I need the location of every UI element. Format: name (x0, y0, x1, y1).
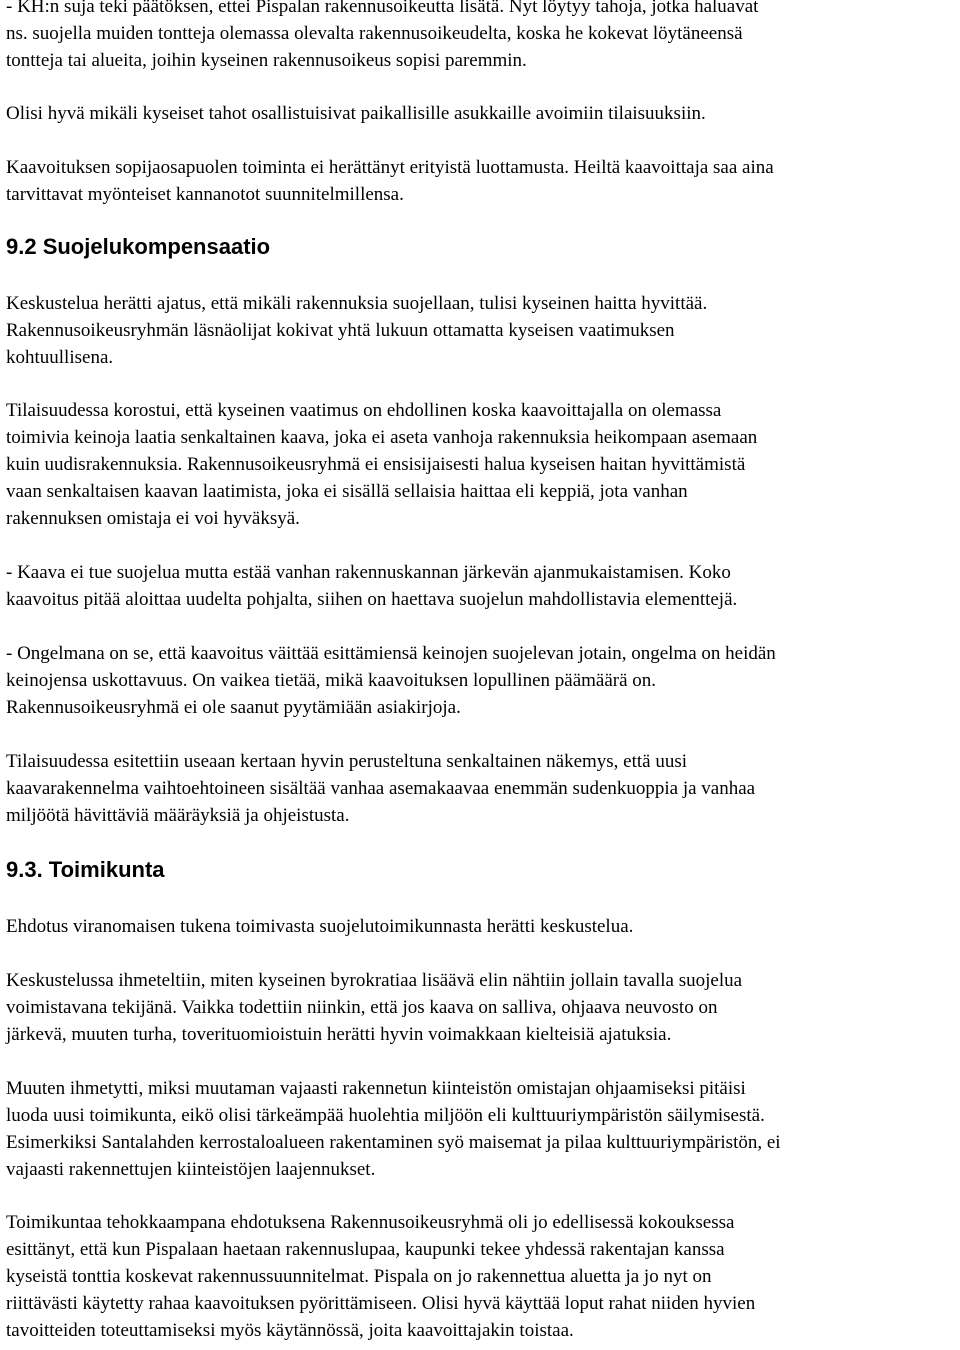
text-line: - Ongelmana on se, että kaavoitus väittää esittämiensä keinojen suojelevan jotain, ongelma on heidän (6, 643, 776, 664)
text-line: tontteja tai alueita, joihin kyseinen rakennusoikeus sopisi paremmin. (6, 50, 527, 71)
paragraph-tehokkaampi-ehdotus (6, 1209, 956, 1344)
paragraph-kaavarakennelma (6, 748, 956, 829)
text-line: Olisi hyvä mikäli kyseiset tahot osallistuisivat paikallisille asukkaille avoimiin tilaisuuksiin. (6, 103, 706, 124)
text-line: esittänyt, että kun Pispalaan haetaan rakennuslupaa, kaupunki tekee yhdessä rakentajan kanssa (6, 1239, 725, 1260)
text-line: Esimerkiksi Santalahden kerrostaloalueen rakentaminen syö maisemat ja pilaa kulttuuriympäristön, ei (6, 1132, 781, 1153)
text-line: järkevä, muuten turha, toverituomioistuin herätti hyvin voimakkaan kielteisiä ajatuksia. (6, 1024, 672, 1045)
text-line: kuin uudisrakennuksia. Rakennusoikeusryhmä ei ensisijaisesti halua kyseisen haitan hyvittämistä (6, 454, 746, 475)
text-line: Kaavoituksen sopijaosapuolen toiminta ei herättänyt erityistä luottamusta. Heiltä kaavoittaja saa aina (6, 157, 774, 178)
text-line: tavoitteiden toteuttamiseksi myös käytännössä, joita kaavoittajakin toistaa. (6, 1320, 574, 1341)
text-line: ns. suojella muiden tontteja olemassa olevalta rakennusoikeudelta, koska he kokevat löytäneensä (6, 23, 743, 44)
text-line: Tilaisuudessa esitettiin useaan kertaan hyvin perusteltuna senkaltainen näkemys, että uusi (6, 751, 688, 772)
text-line: Tilaisuudessa korostui, että kyseinen vaatimus on ehdollinen koska kaavoittajalla on olemassa (6, 400, 722, 421)
text-line: voimistavana tekijänä. Vaikka todettiin niinkin, että jos kaava on salliva, ohjaava neuvosto on (6, 997, 718, 1018)
text-line: Rakennusoikeusryhmän läsnäolijat kokivat yhtä lukuun ottamatta kyseisen vaatimuksen (6, 320, 675, 341)
text-line: toimivia keinoja laatia senkaltainen kaava, joka ei aseta vanhoja rakennuksia heikompaan asemaan (6, 427, 758, 448)
text-line: riittävästi käytetty rahaa kaavoituksen pyörittämiseen. Olisi hyvä käyttää loput rahat niiden hyvien (6, 1293, 756, 1314)
paragraph-keskustelu-hyvitys (6, 290, 956, 371)
text-line: Toimikuntaa tehokkaampana ehdotuksena Rakennusoikeusryhmä oli jo edellisessä kokouksessa (6, 1212, 735, 1233)
text-line: - KH:n suja teki päätöksen, ettei Pispalan rakennusoikeutta lisätä. Nyt löytyy tahoja, jotka haluavat (6, 0, 759, 17)
paragraph-tilaisuus-vaatimus (6, 397, 956, 532)
paragraph-osallistuminen (6, 100, 956, 127)
text-line: kaavoitus pitää aloittaa uudelta pohjalta, siihen on haettava suojelun mahdollistavia elementtejä. (6, 589, 738, 610)
paragraph-ongelma-uskottavuus (6, 640, 956, 721)
text-line: tarvittavat myönteiset kannanotot suunnitelmillensa. (6, 184, 404, 205)
text-line: - Kaava ei tue suojelua mutta estää vanhan rakennuskannan järkevän ajanmukaistamisen. Koko (6, 562, 731, 583)
paragraph-rakennusoikeus-paatos (6, 0, 956, 74)
section-heading-9-3: 9.3. Toimikunta (6, 857, 165, 882)
paragraph-uusi-toimikunta (6, 1075, 956, 1183)
text-line: Muuten ihmetytti, miksi muutaman vajaasti rakennetun kiinteistön omistajan ohjaamiseksi pitäisi (6, 1078, 746, 1099)
section-heading-9-2: 9.2 Suojelukompensaatio (6, 234, 271, 259)
text-line: kaavarakennelma vaihtoehtoineen sisältää vanhaa asemakaavaa enemmän sudenkuoppia ja vanhaa (6, 778, 756, 799)
text-line: miljöötä hävittäviä määräyksiä ja ohjeistusta. (6, 805, 350, 826)
text-line: vajaasti rakennettujen kiinteistöjen laajennukset. (6, 1159, 376, 1180)
text-line: keinojensa uskottavuus. On vaikea tietää, mikä kaavoituksen lopullinen päämäärä on. (6, 670, 657, 691)
text-line: Keskustelussa ihmeteltiin, miten kyseinen byrokratiaa lisäävä elin nähtiin jollain tavalla suojelua (6, 970, 743, 991)
text-line: vaan senkaltaisen kaavan laatimista, joka ei sisällä sellaisia haittaa eli keppiä, jota vanhan (6, 481, 688, 502)
text-line: Rakennusoikeusryhmä ei ole saanut pyytämiään asiakirjoja. (6, 697, 461, 718)
paragraph-toimikunta-ehdotus (6, 913, 956, 940)
paragraph-byrokratia (6, 967, 956, 1048)
text-line: kohtuullisena. (6, 347, 114, 368)
text-line: kyseistä tonttia koskevat rakennussuunnitelmat. Pispala on jo rakennettua aluetta ja jo nyt on (6, 1266, 712, 1287)
text-line: rakennuksen omistaja ei voi hyväksyä. (6, 508, 300, 529)
text-line: Keskustelua herätti ajatus, että mikäli rakennuksia suojellaan, tulisi kyseinen haitta hyvittää. (6, 293, 708, 314)
text-line: luoda uusi toimikunta, eikö olisi tärkeämpää huolehtia miljöön eli kulttuuriympäristön säilymisestä. (6, 1105, 765, 1126)
paragraph-kaava-suojelu (6, 559, 956, 613)
paragraph-kaavoitus-luottamus (6, 154, 956, 208)
text-line: Ehdotus viranomaisen tukena toimivasta suojelutoimikunnasta herätti keskustelua. (6, 916, 634, 937)
